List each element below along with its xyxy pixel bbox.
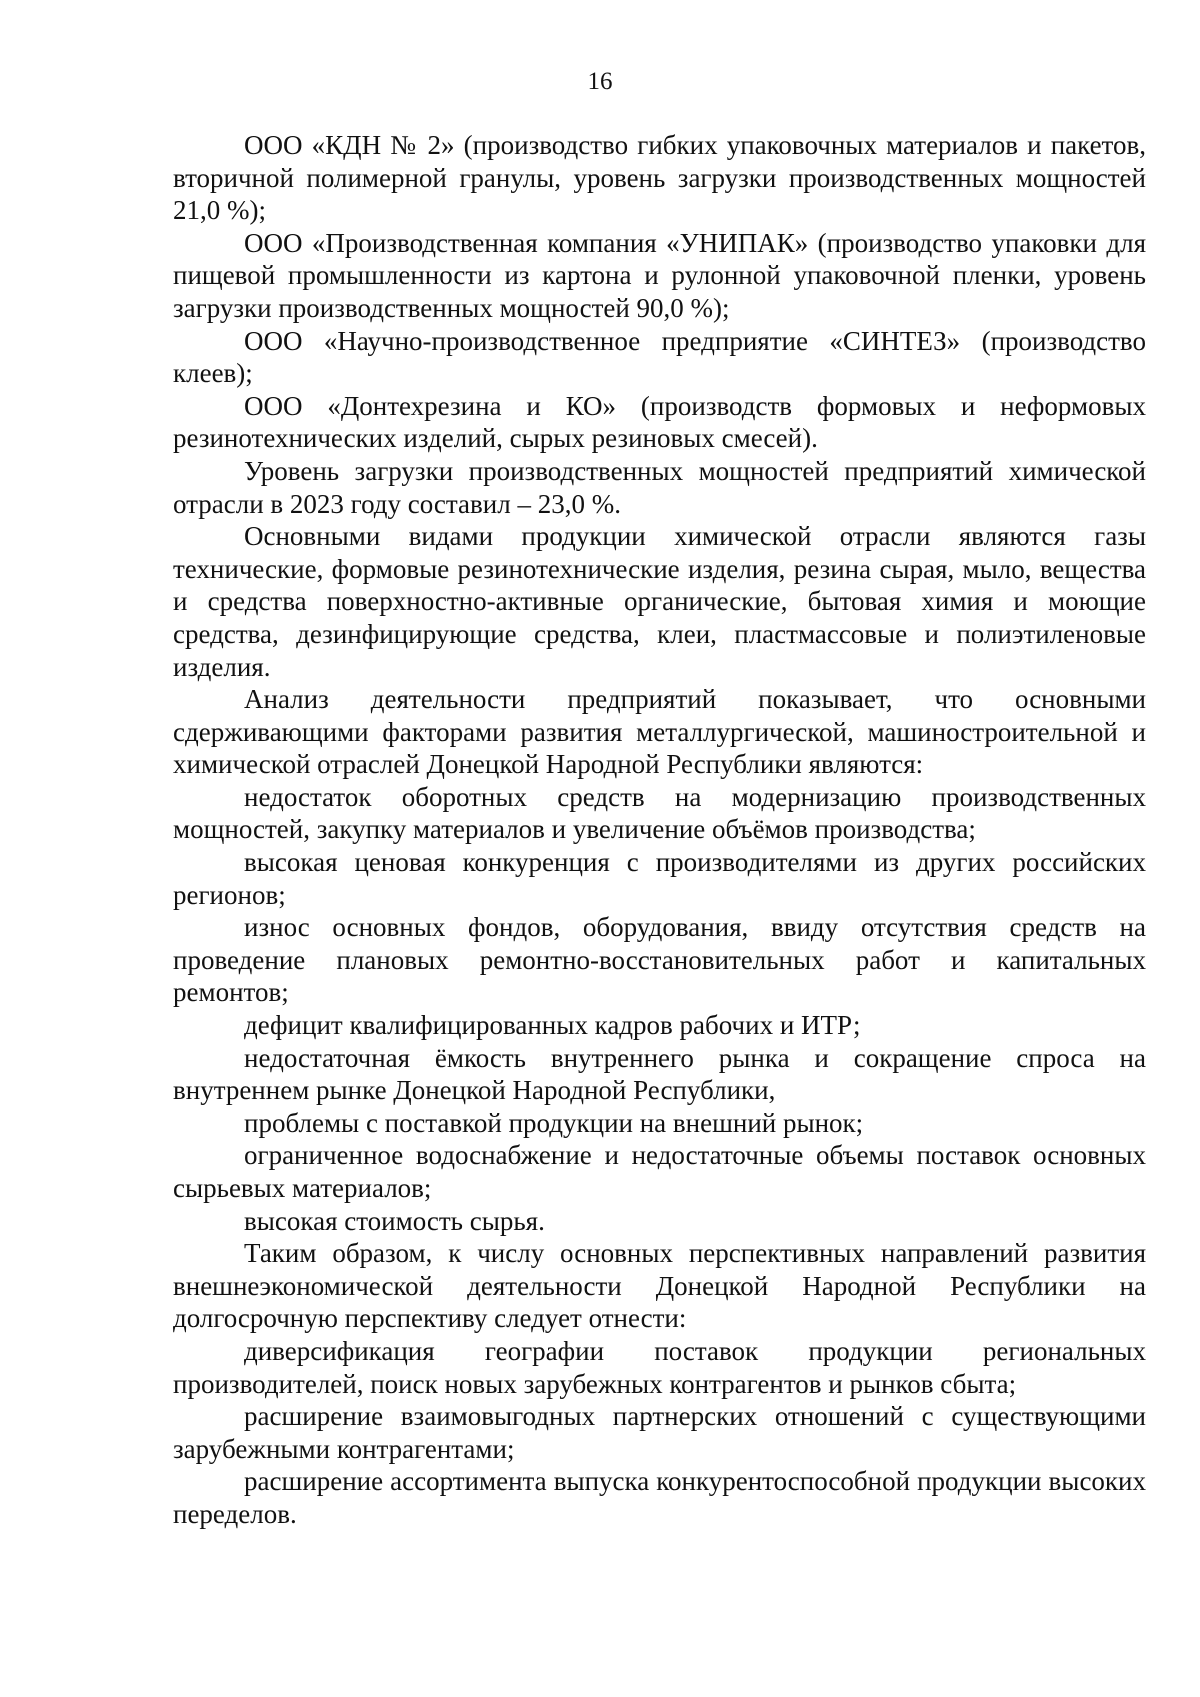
list-item-asset-wear: износ основных фондов, оборудования, ввиду отсутствия средств на проведение плановых ремонтно-восстановительных работ и капитальных ремонтов; xyxy=(173,912,1146,1008)
paragraph-unipak: ООО «Производственная компания «УНИПАК» (производство упаковки для пищевой промышленности из картона и рулонной упаковочной пленки, уровень загрузки производственных мощностей 90,0 %); xyxy=(173,227,1146,323)
paragraph-directions-intro: Таким образом, к числу основных перспективных направлений развития внешнеэкономической деятельности Донецкой Народной Республики на долгосрочную перспективу следует отнести: xyxy=(173,1238,1146,1334)
list-item-working-capital: недостаток оборотных средств на модернизацию производственных мощностей, закупку материалов и увеличение объёмов производства; xyxy=(173,781,1146,845)
list-item-export-problems: проблемы с поставкой продукции на внешний рынок; xyxy=(244,1107,864,1138)
list-item-assortment: расширение ассортимента выпуска конкурентоспособной продукции высоких переделов. xyxy=(173,1466,1146,1529)
paragraph-analysis-intro: Анализ деятельности предприятий показывает, что основными сдерживающими факторами развития металлургической, машиностроительной и химической отраслей Донецкой Народной Республики являются: xyxy=(173,684,1146,780)
list-item-water-supply: ограниченное водоснабжение и недостаточные объемы поставок основных сырьевых материалов; xyxy=(173,1140,1146,1203)
paragraph-kdn: ООО «КДН № 2» (производство гибких упаковочных материалов и пакетов, вторичной полимерной гранулы, уровень загрузки производственных мощностей 21,0 %); xyxy=(173,130,1146,226)
list-item-price-competition: высокая ценовая конкуренция с производителями из других российских регионов; xyxy=(173,847,1146,910)
paragraph-product-types: Основными видами продукции химической отрасли являются газы технические, формовые резинотехнические изделия, резина сырая, мыло, вещества и средства поверхностно-активные органические, бытовая химия и моющие средства, дезинфицирующие средства, клеи, пластмассовые и полиэтиленовые изделия. xyxy=(173,521,1146,682)
list-item-partnerships: расширение взаимовыгодных партнерских отношений с существующими зарубежными контрагентами; xyxy=(173,1401,1146,1464)
paragraph-dontekhrezina: ООО «Донтехрезина и КО» (производств формовых и неформовых резинотехнических изделий, сырых резиновых смесей). xyxy=(173,390,1146,454)
page-number: 16 xyxy=(587,68,613,95)
list-item-market-capacity: недостаточная ёмкость внутреннего рынка и сокращение спроса на внутреннем рынке Донецкой Народной Республики, xyxy=(173,1042,1146,1106)
list-item-staff-deficit: дефицит квалифицированных кадров рабочих и ИТР; xyxy=(244,1010,861,1041)
list-item-raw-cost: высокая стоимость сырья. xyxy=(244,1205,545,1236)
list-item-diversification: диверсификация географии поставок продукции региональных производителей, поиск новых зарубежных контрагентов и рынков сбыта; xyxy=(173,1335,1146,1399)
paragraph-sintez: ООО «Научно-производственное предприятие «СИНТЕЗ» (производство клеев); xyxy=(173,325,1146,389)
paragraph-capacity-level: Уровень загрузки производственных мощностей предприятий химической отрасли в 2023 году составил – 23,0 %. xyxy=(173,455,1146,519)
body-text xyxy=(173,129,1146,1531)
